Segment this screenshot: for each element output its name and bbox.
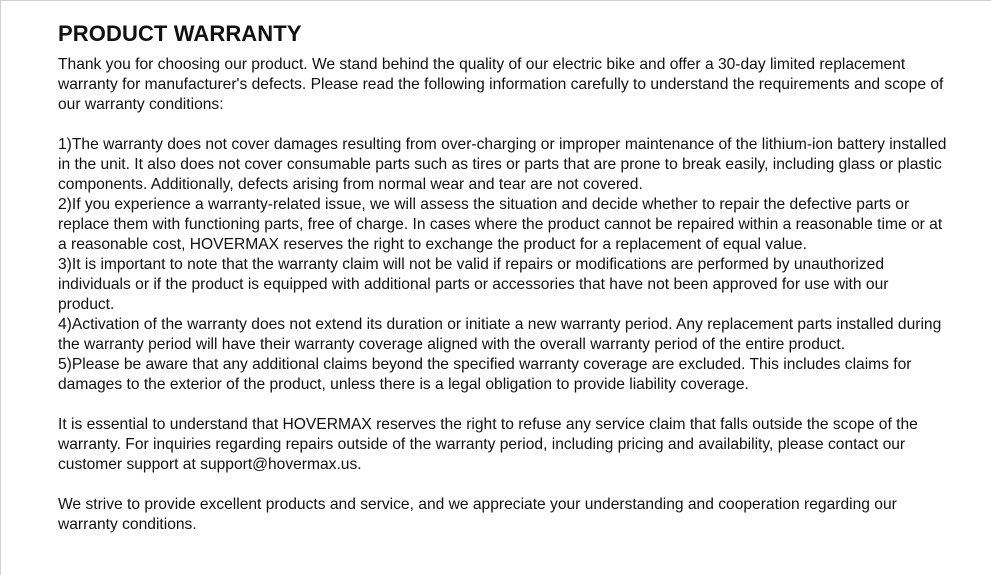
paragraph-spacer xyxy=(58,115,948,135)
warranty-terms-list xyxy=(58,135,948,395)
paragraph-spacer xyxy=(58,475,948,495)
warranty-term-5: 5)Please be aware that any additional claims beyond the specified warranty coverage are excluded. This includes claims for damages to the exterior of the product, unless there is a legal obligation to provide liability coverage. xyxy=(58,356,912,393)
warranty-term-2: 2)If you experience a warranty-related issue, we will assess the situation and decide whether to repair the defective parts or replace them with functioning parts, free of charge. In cases where the product cannot be repaired within a reasonable time or at a reasonable cost, HOVERMAX reserves the right to exchange the product for a replacement of equal value. xyxy=(58,196,943,253)
refusal-notice-paragraph: It is essential to understand that HOVERMAX reserves the right to refuse any service claim that falls outside the scope of the warranty. For inquiries regarding repairs outside of the warranty period, including pricing and availability, please contact our customer support at support@hovermax.us. xyxy=(58,416,918,473)
intro-paragraph: Thank you for choosing our product. We stand behind the quality of our electric bike and offer a 30-day limited replacement warranty for manufacturer's defects. Please read the following information carefully to understand the requirements and scope of our warranty conditions: xyxy=(58,56,944,113)
paragraph-spacer xyxy=(58,395,948,415)
warranty-term-1: 1)The warranty does not cover damages resulting from over-charging or improper maintenance of the lithium-ion battery installed in the unit. It also does not cover consumable parts such as tires or parts that are prone to break easily, including glass or plastic components. Additionally, defects arising from normal wear and tear are not covered. xyxy=(58,136,947,193)
warranty-term-4: 4)Activation of the warranty does not extend its duration or initiate a new warranty period. Any replacement parts installed during the warranty period will have their warranty coverage aligned with the overall warranty period of the entire product. xyxy=(58,316,942,353)
warranty-content xyxy=(58,21,948,535)
warranty-term-3: 3)It is important to note that the warranty claim will not be valid if repairs or modifications are performed by unauthorized individuals or if the product is equipped with additional parts or accessories that have not been approved for use with our product. xyxy=(58,256,889,313)
page-title: PRODUCT WARRANTY xyxy=(58,21,302,46)
closing-paragraph: We strive to provide excellent products and service, and we appreciate your understanding and cooperation regarding our warranty conditions. xyxy=(58,496,897,533)
